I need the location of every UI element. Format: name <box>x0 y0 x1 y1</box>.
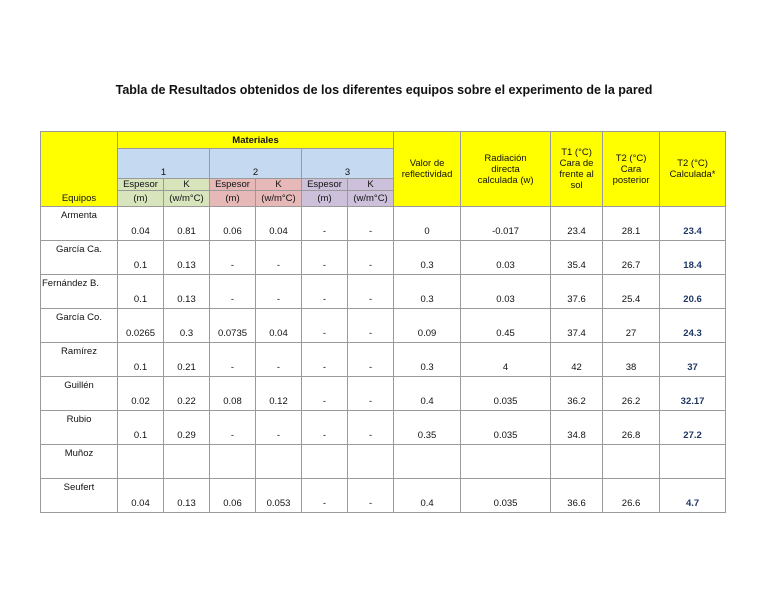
header-k-3: K <box>348 179 394 191</box>
data-cell: - <box>256 411 302 445</box>
equipo-name: Ramírez <box>61 346 97 357</box>
data-cell: - <box>302 207 348 241</box>
header-k-2: K <box>256 179 302 191</box>
header-espesor-2-unit: (m) <box>210 191 256 207</box>
equipo-name: Armenta <box>61 210 97 221</box>
data-cell: 0.21 <box>164 343 210 377</box>
table-row <box>41 241 726 275</box>
table-row <box>41 343 726 377</box>
data-cell: 34.8 <box>551 411 603 445</box>
header-k-1: K <box>164 179 210 191</box>
table-row <box>41 411 726 445</box>
data-cell: - <box>302 343 348 377</box>
data-cell: 0.1 <box>118 241 164 275</box>
data-cell: - <box>256 275 302 309</box>
equipo-name: Fernández B. <box>42 278 100 289</box>
data-cell <box>210 445 256 479</box>
data-cell: 0.13 <box>164 479 210 513</box>
header-material-1: 1 <box>118 149 210 179</box>
equipo-cell <box>41 207 118 241</box>
header-material-3: 3 <box>302 149 394 179</box>
data-cell: 37.4 <box>551 309 603 343</box>
header-espesor-2: Espesor <box>210 179 256 191</box>
data-cell: 0.0735 <box>210 309 256 343</box>
data-cell: 0.12 <box>256 377 302 411</box>
data-cell: 0.35 <box>394 411 461 445</box>
data-cell: 0.4 <box>394 479 461 513</box>
data-cell: 0 <box>394 207 461 241</box>
data-cell: 0.1 <box>118 343 164 377</box>
data-cell <box>302 445 348 479</box>
data-cell: - <box>302 309 348 343</box>
data-cell: - <box>210 411 256 445</box>
equipo-cell <box>41 377 118 411</box>
equipo-cell <box>41 309 118 343</box>
t2-calculada-cell: 20.6 <box>660 275 726 309</box>
data-cell: 0.04 <box>256 207 302 241</box>
data-cell <box>461 445 551 479</box>
data-cell: 0.22 <box>164 377 210 411</box>
data-cell: - <box>302 275 348 309</box>
data-cell: - <box>302 411 348 445</box>
data-cell: 0.02 <box>118 377 164 411</box>
data-cell: 0.3 <box>394 275 461 309</box>
header-t2: T2 (°C) Cara posterior <box>603 132 660 207</box>
header-radiacion: Radiación directa calculada (w) <box>461 132 551 207</box>
data-cell <box>256 445 302 479</box>
table-row <box>41 309 726 343</box>
data-cell <box>164 445 210 479</box>
header-espesor-1-unit: (m) <box>118 191 164 207</box>
table-header <box>41 132 726 207</box>
header-t2-calculada: T2 (°C) Calculada* <box>660 132 726 207</box>
equipo-cell <box>41 343 118 377</box>
table-row <box>41 207 726 241</box>
data-cell: 0.04 <box>256 309 302 343</box>
header-t1: T1 (°C) Cara de frente al sol <box>551 132 603 207</box>
data-cell: - <box>256 343 302 377</box>
header-material-2: 2 <box>210 149 302 179</box>
t2-calculada-cell: 4.7 <box>660 479 726 513</box>
data-cell: 0.1 <box>118 275 164 309</box>
data-cell: - <box>348 479 394 513</box>
data-cell: 26.7 <box>603 241 660 275</box>
data-cell: 0.0265 <box>118 309 164 343</box>
data-cell: 0.81 <box>164 207 210 241</box>
table-row <box>41 479 726 513</box>
data-cell <box>348 445 394 479</box>
data-cell: - <box>348 241 394 275</box>
data-cell: 37.6 <box>551 275 603 309</box>
t2-calculada-cell: 37 <box>660 343 726 377</box>
header-k-2-unit: (w/m°C) <box>256 191 302 207</box>
header-espesor-1: Espesor <box>118 179 164 191</box>
data-cell: 26.8 <box>603 411 660 445</box>
data-cell: - <box>348 411 394 445</box>
data-cell: 0.1 <box>118 411 164 445</box>
data-cell: 0.04 <box>118 207 164 241</box>
data-cell: 0.13 <box>164 275 210 309</box>
data-cell: 4 <box>461 343 551 377</box>
data-cell: 0.06 <box>210 207 256 241</box>
data-cell: 0.09 <box>394 309 461 343</box>
data-cell: - <box>348 343 394 377</box>
header-equipos-blank <box>41 132 118 191</box>
equipo-name: Muñoz <box>64 448 94 459</box>
data-cell: -0.017 <box>461 207 551 241</box>
page-title: Tabla de Resultados obtenidos de los diferentes equipos sobre el experimento de la pared <box>115 83 653 97</box>
equipo-cell <box>41 445 118 479</box>
header-espesor-3-unit: (m) <box>302 191 348 207</box>
data-cell <box>603 445 660 479</box>
data-cell <box>551 445 603 479</box>
data-cell: 26.6 <box>603 479 660 513</box>
data-cell: 0.29 <box>164 411 210 445</box>
table-row <box>41 275 726 309</box>
table-body <box>41 207 726 513</box>
data-cell: 35.4 <box>551 241 603 275</box>
data-cell: - <box>348 377 394 411</box>
data-cell: - <box>348 309 394 343</box>
data-cell: - <box>210 275 256 309</box>
data-cell: 38 <box>603 343 660 377</box>
data-cell: - <box>210 343 256 377</box>
equipo-name: García Co. <box>56 312 102 323</box>
results-table <box>40 131 726 513</box>
header-equipos: Equipos <box>41 191 118 207</box>
equipo-name: Seufert <box>63 482 95 493</box>
data-cell: - <box>210 241 256 275</box>
t2-calculada-cell: 32.17 <box>660 377 726 411</box>
data-cell: 36.2 <box>551 377 603 411</box>
data-cell: 0.08 <box>210 377 256 411</box>
data-cell: 0.03 <box>461 241 551 275</box>
equipo-cell <box>41 241 118 275</box>
header-k-3-unit: (w/m°C) <box>348 191 394 207</box>
data-cell: - <box>302 241 348 275</box>
data-cell: 0.035 <box>461 377 551 411</box>
t2-calculada-cell: 27.2 <box>660 411 726 445</box>
data-cell: 26.2 <box>603 377 660 411</box>
data-cell: 27 <box>603 309 660 343</box>
t2-calculada-cell <box>660 445 726 479</box>
header-k-1-unit: (w/m°C) <box>164 191 210 207</box>
data-cell: - <box>302 479 348 513</box>
data-cell: 0.4 <box>394 377 461 411</box>
data-cell: 0.06 <box>210 479 256 513</box>
equipo-name: García Ca. <box>56 244 102 255</box>
data-cell: - <box>256 241 302 275</box>
data-cell: 0.45 <box>461 309 551 343</box>
header-materiales: Materiales <box>118 132 394 149</box>
data-cell: 28.1 <box>603 207 660 241</box>
data-cell <box>118 445 164 479</box>
data-cell: 0.03 <box>461 275 551 309</box>
data-cell: 0.13 <box>164 241 210 275</box>
data-cell: 0.053 <box>256 479 302 513</box>
data-cell: 0.3 <box>164 309 210 343</box>
equipo-name: Guillén <box>64 380 94 391</box>
header-reflectividad: Valor de reflectividad <box>394 132 461 207</box>
data-cell: - <box>348 275 394 309</box>
t2-calculada-cell: 24.3 <box>660 309 726 343</box>
data-cell: 0.035 <box>461 479 551 513</box>
equipo-name: Rubio <box>66 414 92 425</box>
header-espesor-3: Espesor <box>302 179 348 191</box>
data-cell: 0.3 <box>394 343 461 377</box>
equipo-cell <box>41 275 118 309</box>
data-cell: 0.3 <box>394 241 461 275</box>
data-cell: 42 <box>551 343 603 377</box>
data-cell: 23.4 <box>551 207 603 241</box>
equipo-cell <box>41 411 118 445</box>
data-cell: - <box>302 377 348 411</box>
data-cell: 25.4 <box>603 275 660 309</box>
t2-calculada-cell: 23.4 <box>660 207 726 241</box>
data-cell: - <box>348 207 394 241</box>
equipo-cell <box>41 479 118 513</box>
data-cell <box>394 445 461 479</box>
data-cell: 0.035 <box>461 411 551 445</box>
table-row <box>41 377 726 411</box>
data-cell: 0.04 <box>118 479 164 513</box>
data-cell: 36.6 <box>551 479 603 513</box>
table-row <box>41 445 726 479</box>
t2-calculada-cell: 18.4 <box>660 241 726 275</box>
